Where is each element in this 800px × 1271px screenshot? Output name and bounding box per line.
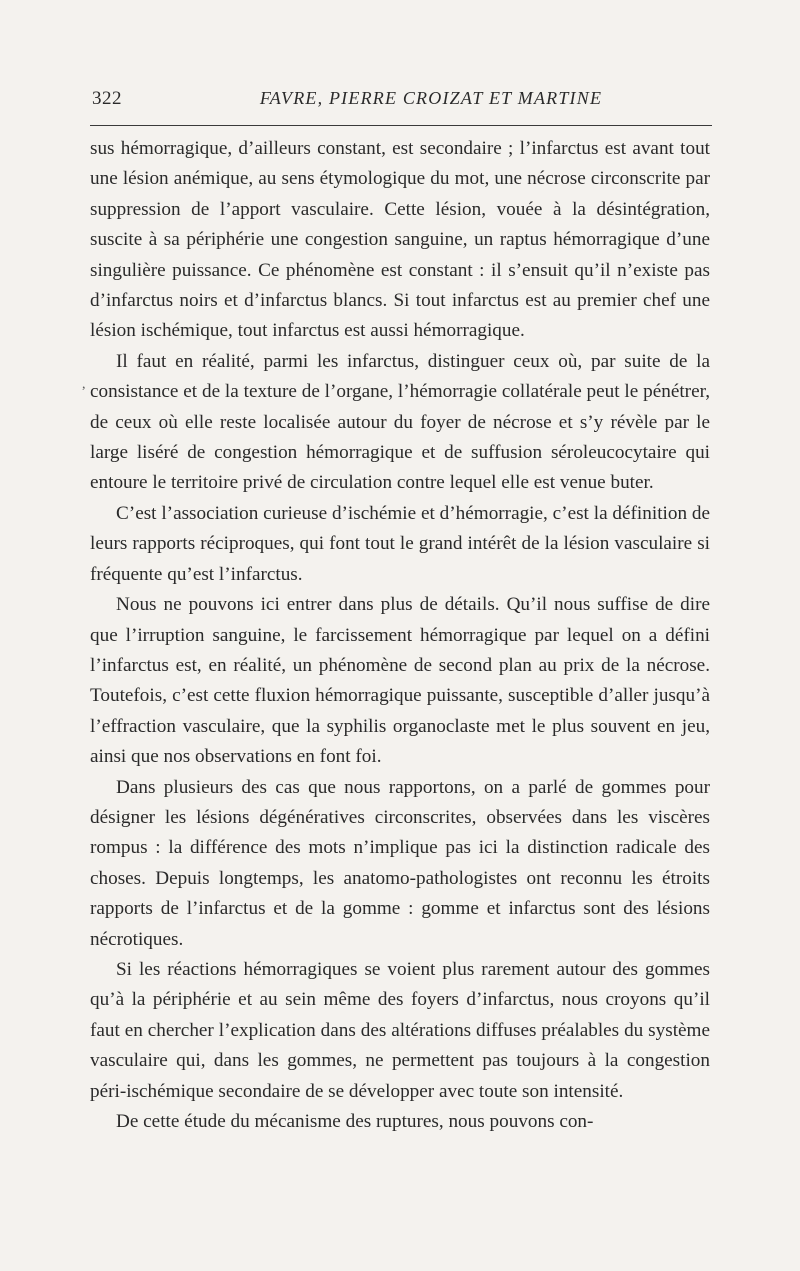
paragraph: C’est l’association curieuse d’ischémie et d’hémorragie, c’est la définition de leurs rapports réciproques, qui font tout le grand intérêt de la lésion vasculaire si fréquente qu’est l’infarctus. <box>90 502 710 585</box>
running-head: FAVRE, PIERRE CROIZAT ET MARTINE <box>259 88 603 108</box>
paragraph: Nous ne pouvons ici entrer dans plus de détails. Qu’il nous suffise de dire que l’irruption sanguine, le farcissement hémorragique par lequel on a défini l’infarctus est, en réalité, un phénomène de second plan au prix de la nécrose. Toutefois, c’est cette fluxion hémorragique puissante, susceptible d’aller jusqu’à l’effraction vasculaire, que la syphilis organoclaste met le plus souvent en jeu, ainsi que nos observations en font foi. <box>90 594 710 768</box>
page-header <box>90 88 712 116</box>
paragraph: Si les réactions hémorragiques se voient plus rarement autour des gommes qu’à la périphérie et au sein même des foyers d’infarctus, nous croyons qu’il faut en chercher l’explication dans des altérations diffuses préalables du système vasculaire qui, dans les gommes, ne permettent pas toujours à la congestion péri-ischémique secondaire de se développer avec toute son intensité. <box>90 958 710 1102</box>
paragraph: Il faut en réalité, parmi les infarctus, distinguer ceux où, par suite de la consistance et de la texture de l’organe, l’hémorragie collatérale peut le pénétrer, de ceux où elle reste localisée autour du foyer de nécrose et s’y révèle par le large liséré de congestion hémorragique et de suffusion séroleucocytaire qui entoure le territoire privé de circulation contre lequel elle est venue buter. <box>90 350 710 494</box>
paragraph-last: De cette étude du mécanisme des ruptures, nous pouvons con- <box>116 1111 594 1132</box>
page-number: 322 <box>92 88 122 109</box>
margin-mark: , <box>82 377 86 392</box>
body-text <box>90 134 710 1137</box>
paragraph-continued: sus hémorragique, d’ailleurs constant, est secondaire ; l’infarctus est avant tout une lésion anémique, au sens étymologique du mot, une nécrose circonscrite par suppression de l’apport vasculaire. Cette lésion, vouée à la désintégration, suscite à sa périphérie une congestion sanguine, un raptus hémorragique d’une singulière puissance. Ce phénomène est constant : il s’ensuit qu’il n’existe pas d’infarctus noirs et d’infarctus blancs. Si tout infarctus est au premier chef une lésion ischémique, tout infarctus est aussi hémorragique. <box>90 138 710 342</box>
header-rule <box>90 125 712 126</box>
paragraph: Dans plusieurs des cas que nous rapportons, on a parlé de gommes pour désigner les lésions dégénératives circonscrites, observées dans les viscères rompus : la différence des mots n’implique pas ici la distinction radicale des choses. Depuis longtemps, les anatomo-pathologistes ont reconnu les étroits rapports de l’infarctus et de la gomme : gomme et infarctus sont des lésions nécrotiques. <box>90 776 710 950</box>
